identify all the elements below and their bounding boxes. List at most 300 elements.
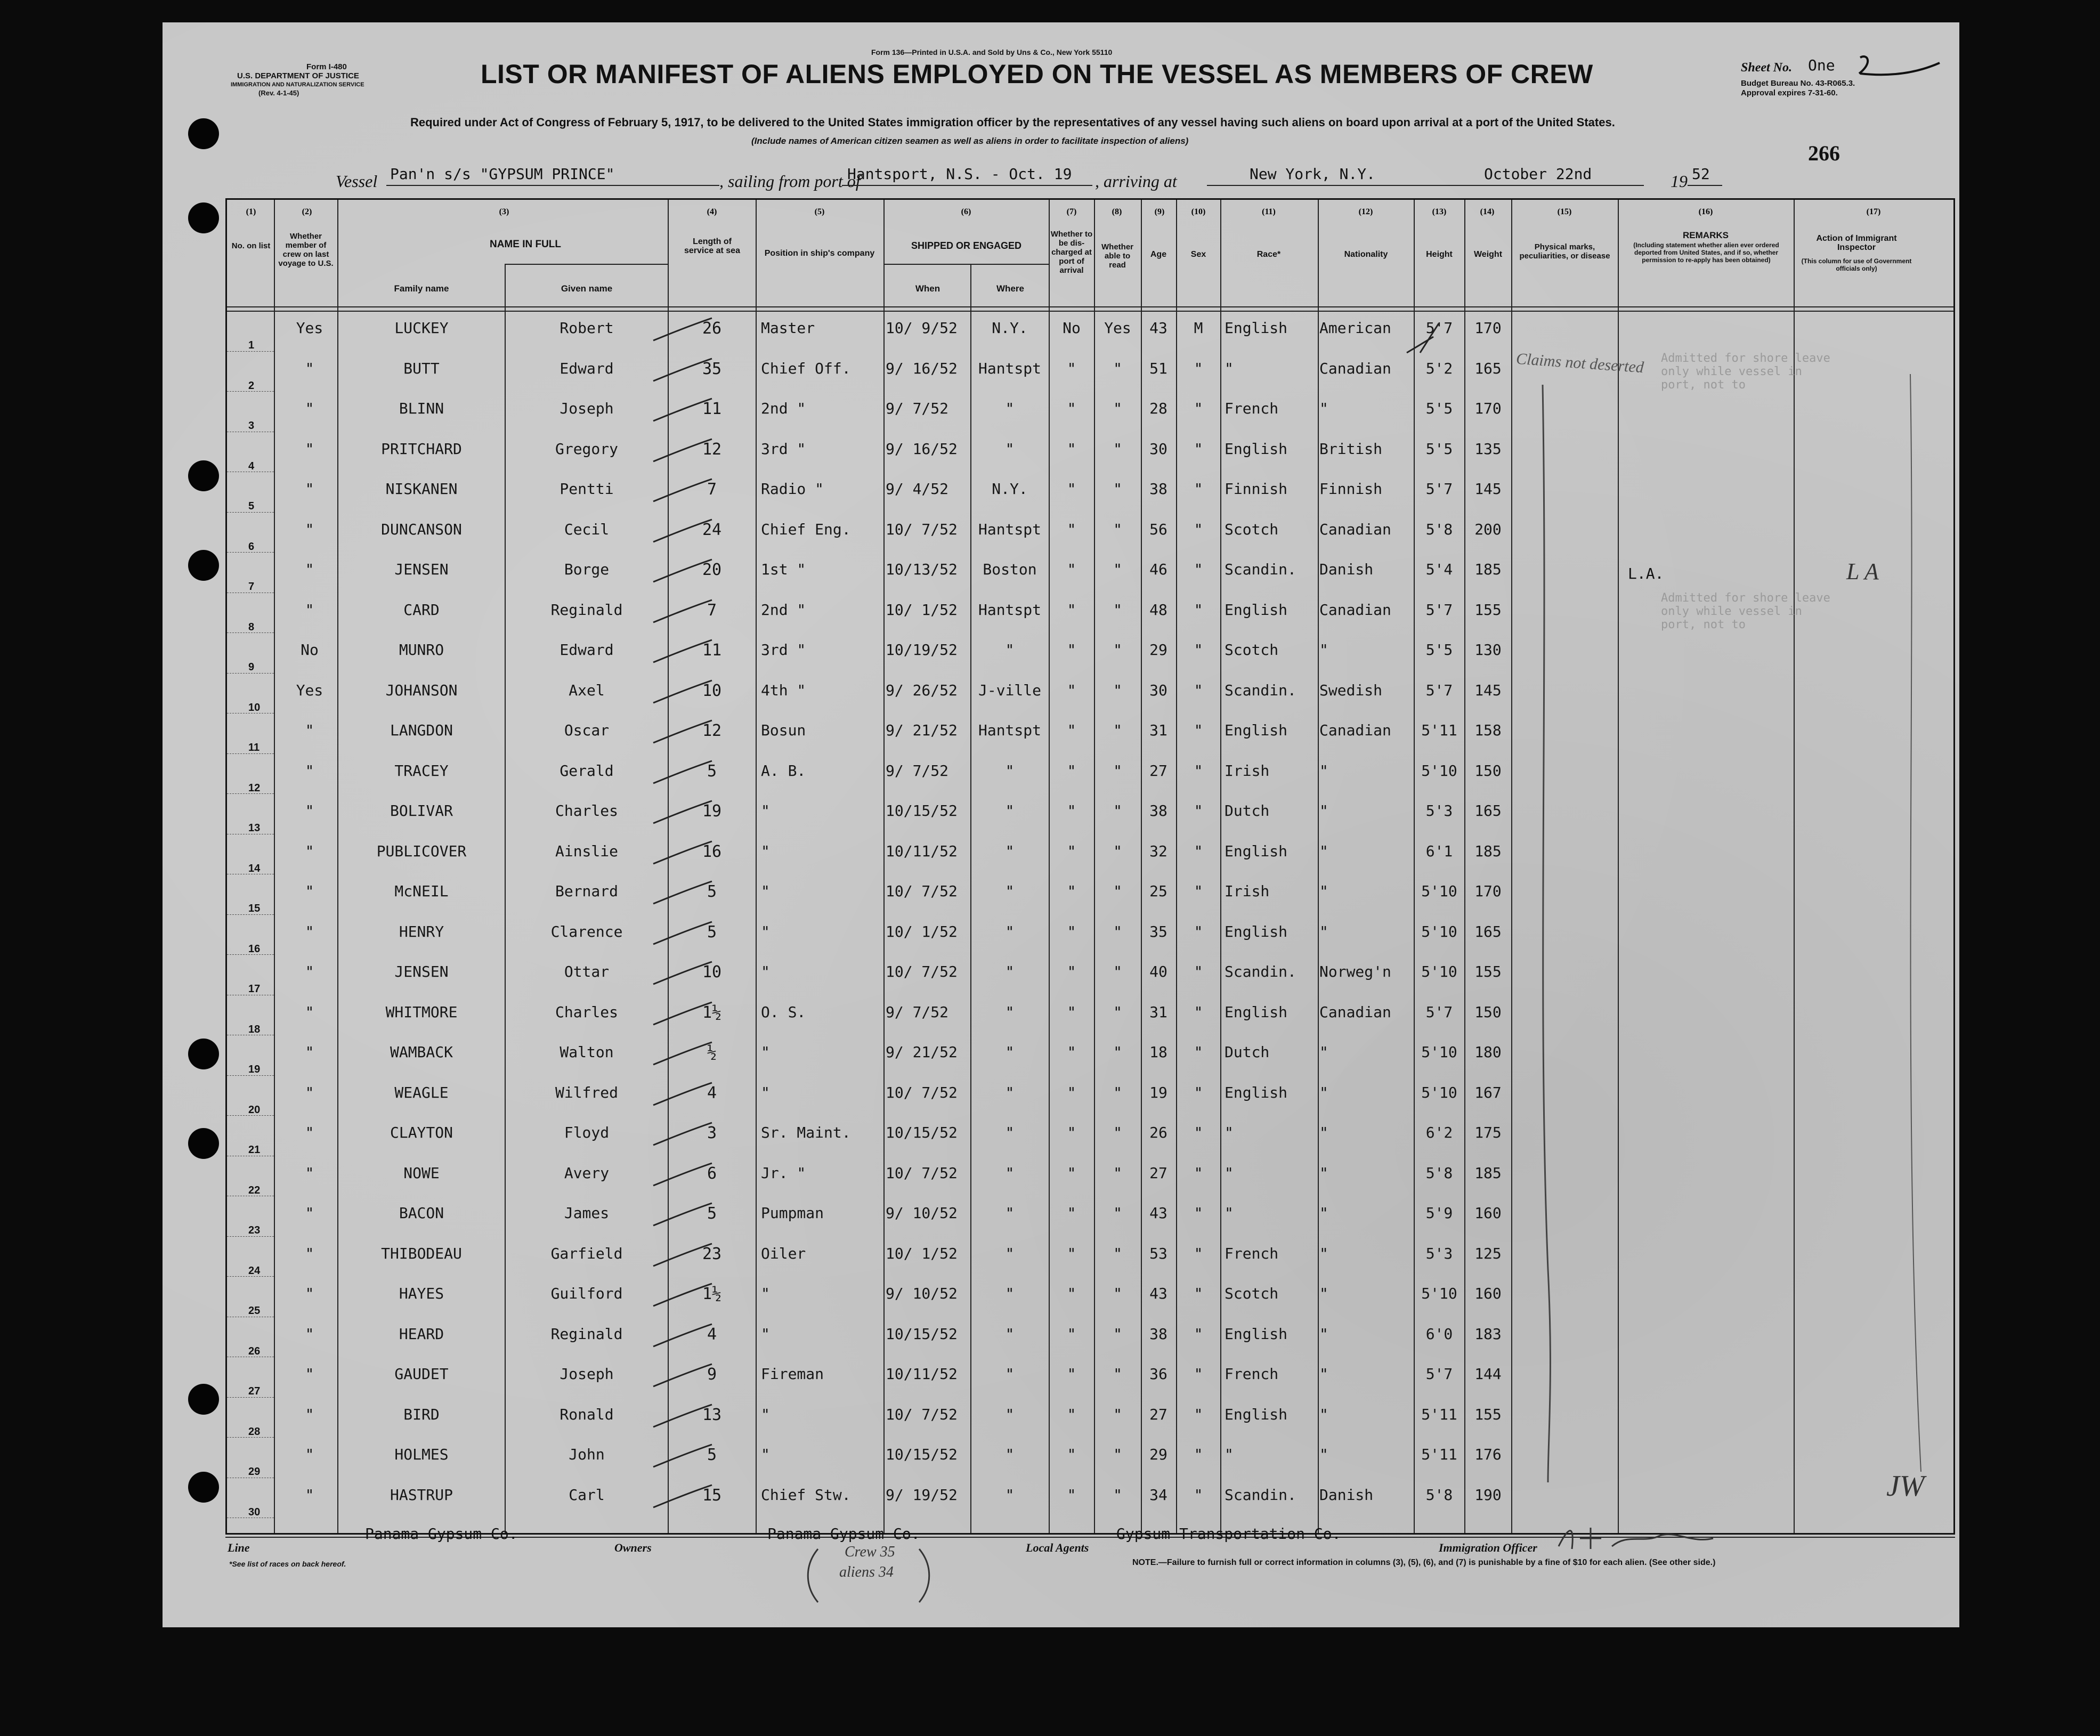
year-prefix: 19 [1671,172,1688,191]
cell-where: " [1005,1405,1015,1423]
cell-family: DUNCANSON [381,520,462,538]
cell-disch: " [1067,1083,1076,1101]
header-length-of-service: Length of service at sea [684,237,740,255]
remarks-la: L.A. [1628,565,1664,582]
cell-position: Chief Eng. [761,520,851,538]
cell-when: 10/ 7/52 [886,1405,958,1423]
cell-disch: No [1063,319,1081,337]
cell-disch: " [1067,1446,1076,1463]
cell-weight: 150 [1474,761,1502,780]
cell-given: John [569,1446,605,1463]
physical-marks-note: Claims not deserted [1515,350,1644,377]
cell-service: 13 [702,1405,722,1424]
cell-disch: " [1067,520,1076,538]
cell-weight: 183 [1474,1325,1502,1343]
cell-sex: M [1194,319,1203,337]
cell-service: 35 [702,359,722,378]
col-num: (16) [1698,207,1713,216]
cell-when: 9/ 21/52 [886,721,958,739]
department-line: U.S. DEPARTMENT OF JUSTICE [237,71,359,80]
cell-weight: 165 [1474,802,1502,820]
sheet-label: Sheet No. [1741,61,1792,75]
cell-nationality: " [1319,641,1328,659]
col-num: (5) [814,207,825,216]
cell-height: 6'2 [1425,1124,1453,1141]
cell-height: 5'5 [1425,400,1453,417]
cell-read: " [1113,1244,1122,1262]
cell-height: 5'10 [1421,1043,1457,1061]
cell-weight: 145 [1474,480,1502,498]
crew-note-line1: Crew 35 [845,1544,895,1560]
cell-given: Reginald [550,601,623,619]
col-num: (10) [1191,207,1206,216]
cell-position: " [761,1083,770,1101]
cell-where: Hantspt [978,359,1041,377]
cell-when: 9/ 26/52 [886,681,958,699]
cell-family: WEAGLE [394,1083,449,1101]
cell-when: 9/ 10/52 [886,1204,958,1222]
cell-read: " [1113,1204,1122,1222]
cell-family: WHITMORE [385,1003,458,1021]
cell-service: 24 [702,520,722,539]
cell-weight: 176 [1474,1446,1502,1463]
printer-line: Form 136—Printed in U.S.A. and Sold by Uns & Co., New York 55110 [871,48,1113,56]
col-num: (11) [1262,207,1276,216]
cell-position: Master [761,319,815,337]
row-number: 8 [248,621,255,633]
cell-where: " [1005,400,1015,417]
cell-age: 30 [1149,681,1167,699]
header-given-name: Given name [561,283,613,294]
cell-weight: 144 [1474,1365,1502,1383]
cell-age: 38 [1149,480,1167,498]
cell-height: 5'11 [1421,1446,1457,1463]
col-num: (2) [302,207,312,216]
cell-race: " [1225,1204,1234,1222]
cell-sex: " [1194,400,1203,417]
cell-nationality: Canadian [1319,520,1391,538]
cell-when: 9/ 19/52 [886,1486,958,1504]
cell-sex: " [1194,1003,1203,1021]
header-nationality: Nationality [1344,250,1388,259]
header-sex: Sex [1190,250,1206,259]
cell-height: 5'5 [1425,440,1453,458]
cell-height: 5'11 [1421,721,1457,739]
row-number: 7 [248,581,255,593]
cell-sex: " [1194,882,1203,900]
manifest-sheet [163,22,1959,1627]
cell-disch: " [1067,1405,1076,1423]
cell-service: 20 [702,561,722,579]
cell-disch: " [1067,922,1076,940]
cell-given: Joseph [560,400,614,417]
cell-sex: " [1194,1446,1203,1463]
cell-height: 5'10 [1421,963,1457,980]
cell-nationality: " [1319,922,1328,940]
cell-prev: Yes [296,319,323,337]
cell-when: 10/19/52 [886,641,958,659]
row-number: 1 [248,339,255,351]
cell-prev: " [305,761,314,780]
cell-when: 10/ 7/52 [886,882,958,900]
checkmarks-icon [163,22,1959,1627]
row-number: 23 [248,1224,261,1236]
cell-service: 7 [707,601,717,620]
cell-age: 26 [1149,1124,1167,1141]
cell-family: JOHANSON [385,681,458,699]
cell-sex: " [1194,922,1203,940]
cell-where: " [1005,1446,1015,1463]
cell-position: " [761,963,770,980]
cell-race: Scandin. [1225,561,1296,578]
cell-age: 25 [1149,882,1167,900]
row-number: 27 [248,1385,261,1397]
cell-sex: " [1194,721,1203,739]
cell-position: " [761,1405,770,1423]
cell-weight: 155 [1474,601,1502,619]
col-num: (9) [1154,207,1165,216]
cell-read: " [1113,681,1122,699]
cell-height: 5'10 [1421,1285,1457,1302]
row-number: 15 [248,903,261,914]
cell-prev: " [305,1325,314,1343]
cell-read: " [1113,1325,1122,1343]
cell-given: Cecil [564,520,610,538]
cell-prev: No [301,641,319,659]
cell-family: BLINN [399,400,444,417]
footer-line-label: Line [228,1541,250,1554]
form-number: Form I-480 [306,62,347,71]
cell-given: Ottar [564,963,610,980]
footer-note: NOTE.—Failure to furnish full or correct information in columns (3), (5), (6), and (7) is punishable by a fine of $10 for each alien. (See other side.) [1132,1558,1716,1567]
cell-race: Dutch [1225,802,1270,820]
cell-nationality: " [1319,400,1328,417]
cell-race: French [1225,1365,1279,1383]
cell-given: Ainslie [555,842,618,860]
col-num: (13) [1432,207,1447,216]
header-race: Race* [1256,250,1281,259]
cell-sex: " [1194,761,1203,780]
cell-nationality: " [1319,1124,1328,1141]
page-subtitle-note: (Include names of American citizen seamen as well as aliens in order to facilitate inspection of aliens) [751,136,1189,146]
cell-read: " [1113,1285,1122,1302]
header-remarks: REMARKS [1683,230,1729,240]
row-number: 10 [248,701,261,713]
cell-sex: " [1194,561,1203,578]
cell-sex: " [1194,1244,1203,1262]
cell-weight: 130 [1474,641,1502,659]
cell-given: Clarence [550,922,623,940]
cell-sex: " [1194,681,1203,699]
row-number: 21 [248,1144,261,1156]
cell-where: Boston [983,561,1037,578]
cell-family: JENSEN [394,963,449,980]
cell-given: Carl [569,1486,605,1504]
col-num: (15) [1557,207,1572,216]
cell-height: 5'4 [1425,561,1453,578]
cell-where: " [1005,963,1015,980]
row-number: 3 [248,420,255,432]
cell-given: Gregory [555,440,618,458]
cell-disch: " [1067,963,1076,980]
cell-height: 5'10 [1421,882,1457,900]
row-number: 19 [248,1064,261,1075]
cell-read: " [1113,1083,1122,1101]
row-number: 17 [248,983,261,995]
sailing-value: Hantsport, N.S. - Oct. 19 [847,165,1072,183]
cell-given: Gerald [560,761,614,780]
row-number: 28 [248,1425,261,1438]
cell-race: English [1225,319,1288,337]
col-num: (4) [707,207,717,216]
cell-read: " [1113,641,1122,659]
cell-where: " [1005,1244,1015,1262]
cell-service: 1½ [702,1285,722,1303]
cell-age: 27 [1149,1405,1167,1423]
cell-race: " [1225,1446,1234,1463]
header-position: Position in ship's company [764,249,875,258]
cell-read: " [1113,1486,1122,1504]
cell-height: 5'7 [1425,319,1453,337]
cell-given: Joseph [560,1365,614,1383]
cell-weight: 160 [1474,1285,1502,1302]
cell-sex: " [1194,1365,1203,1383]
cell-family: PRITCHARD [381,440,462,458]
cell-when: 10/ 1/52 [886,922,958,940]
cell-family: NISKANEN [385,480,458,498]
cell-weight: 145 [1474,681,1502,699]
cell-weight: 200 [1474,520,1502,538]
cell-position: " [761,1043,770,1061]
col-num: (12) [1358,207,1373,216]
cell-given: Guilford [550,1285,623,1302]
cell-weight: 170 [1474,400,1502,417]
cell-disch: " [1067,1285,1076,1302]
cell-position: Chief Off. [761,359,851,377]
cell-given: Floyd [564,1124,610,1141]
cell-race: English [1225,922,1288,940]
cell-service: 5 [707,1446,717,1464]
cell-age: 46 [1149,561,1167,578]
cell-position: O. S. [761,1003,806,1021]
cell-position: " [761,802,770,820]
cell-disch: " [1067,1204,1076,1222]
cell-position: " [761,922,770,940]
cell-read: " [1113,802,1122,820]
cell-disch: " [1067,440,1076,458]
footer-officer-label: Immigration Officer [1439,1541,1537,1554]
cell-read: " [1113,1003,1122,1021]
cell-race: Scotch [1225,520,1279,538]
cell-nationality: " [1319,761,1328,780]
cell-disch: " [1067,1365,1076,1383]
arriving-value: New York, N.Y. [1250,165,1376,183]
cell-disch: " [1067,721,1076,739]
cell-age: 36 [1149,1365,1167,1383]
cell-weight: 185 [1474,1164,1502,1182]
page-title: LIST OR MANIFEST OF ALIENS EMPLOYED ON THE VESSEL AS MEMBERS OF CREW [481,59,1593,89]
cell-when: 10/ 7/52 [886,520,958,538]
row-number: 29 [248,1466,261,1478]
cell-race: " [1225,1124,1234,1141]
cell-service: 5 [707,1204,717,1223]
cell-prev: " [305,1204,314,1222]
cell-disch: " [1067,802,1076,820]
cell-age: 18 [1149,1043,1167,1061]
cell-prev: " [305,520,314,538]
cell-read: " [1113,480,1122,498]
cell-nationality: " [1319,1325,1328,1343]
cell-position: " [761,842,770,860]
cell-sex: " [1194,440,1203,458]
row-number: 22 [248,1184,261,1196]
cell-race: Scandin. [1225,963,1296,980]
cell-age: 51 [1149,359,1167,377]
header-able-to-read: Whether able to read [1101,242,1133,270]
cell-height: 5'10 [1421,1083,1457,1101]
cell-where: Hantspt [978,601,1041,619]
cell-nationality: " [1319,1244,1328,1262]
cell-position: Fireman [761,1365,824,1383]
cell-service: 6 [707,1164,717,1183]
cell-read: " [1113,761,1122,780]
cell-family: BACON [399,1204,444,1222]
vessel-value: Pan'n s/s "GYPSUM PRINCE" [390,165,615,183]
cell-race: Scandin. [1225,1486,1296,1504]
sheet-number: One [1808,56,1835,74]
cell-read: " [1113,963,1122,980]
cell-position: " [761,882,770,900]
cell-service: 23 [702,1244,722,1263]
cell-sex: " [1194,802,1203,820]
cell-given: Edward [560,359,614,377]
cell-when: 10/ 7/52 [886,1164,958,1182]
cell-height: 5'9 [1425,1204,1453,1222]
cell-given: Bernard [555,882,618,900]
cell-race: Scotch [1225,641,1279,659]
cell-age: 53 [1149,1244,1167,1262]
header-shipped-engaged: SHIPPED OR ENGAGED [911,240,1022,251]
cell-race: French [1225,1244,1279,1262]
cell-disch: " [1067,400,1076,417]
cell-given: Pentti [560,480,614,498]
cell-where: " [1005,1083,1015,1101]
vessel-label: Vessel [336,172,378,191]
cell-disch: " [1067,1244,1076,1262]
cell-age: 43 [1149,1204,1167,1222]
cell-race: English [1225,601,1288,619]
cell-age: 27 [1149,761,1167,780]
cell-family: WAMBACK [390,1043,453,1061]
cell-when: 10/ 7/52 [886,1083,958,1101]
cell-family: BOLIVAR [390,802,453,820]
cell-when: 10/11/52 [886,1365,958,1383]
cell-race: Scandin. [1225,681,1296,699]
cell-nationality: " [1319,1285,1328,1302]
cell-where: " [1005,641,1015,659]
col-num: (6) [961,207,971,216]
cell-age: 27 [1149,1164,1167,1182]
cell-nationality: " [1319,1405,1328,1423]
cell-given: James [564,1204,610,1222]
cell-age: 35 [1149,922,1167,940]
cell-service: 11 [702,400,722,418]
cell-weight: 165 [1474,359,1502,377]
cell-disch: " [1067,1043,1076,1061]
cell-nationality: Danish [1319,561,1374,578]
cell-disch: " [1067,1486,1076,1504]
row-number: 25 [248,1305,261,1317]
header-inspector-note: (This column for use of Government officials only) [1801,257,1912,272]
inspector-la-mark: L A [1846,558,1879,585]
footer-agents-label: Local Agents [1026,1541,1089,1554]
cell-nationality: Canadian [1319,601,1391,619]
cell-when: 9/ 16/52 [886,359,958,377]
footer-owners-label: Owners [614,1541,652,1554]
cell-family: HAYES [399,1285,444,1302]
cell-given: Oscar [564,721,610,739]
cell-nationality: " [1319,1365,1328,1383]
cell-when: 9/ 7/52 [886,1003,949,1021]
cell-race: English [1225,1325,1288,1343]
cell-given: Charles [555,802,618,820]
cell-prev: " [305,1164,314,1182]
cell-nationality: Norweg'n [1319,963,1391,980]
cell-weight: 158 [1474,721,1502,739]
row-number: 16 [248,943,261,955]
cell-when: 10/15/52 [886,802,958,820]
cell-position: Radio " [761,480,824,498]
header-age: Age [1150,250,1167,259]
cell-where: Hantspt [978,721,1041,739]
cell-sex: " [1194,480,1203,498]
cell-where: " [1005,440,1015,458]
cell-age: 38 [1149,802,1167,820]
cell-weight: 165 [1474,922,1502,940]
row-number: 12 [248,782,261,794]
cell-race: " [1225,359,1234,377]
header-where: Where [996,283,1024,294]
header-physical-marks: Physical marks, peculiarities, or disease [1519,242,1610,261]
cell-where: Hantspt [978,520,1041,538]
cell-position: 3rd " [761,440,806,458]
cell-age: 34 [1149,1486,1167,1504]
cell-given: Edward [560,641,614,659]
cell-prev: " [305,561,314,578]
cell-family: THIBODEAU [381,1244,462,1262]
cell-read: " [1113,882,1122,900]
cell-disch: " [1067,359,1076,377]
cell-height: 5'10 [1421,761,1457,780]
cell-disch: " [1067,882,1076,900]
cell-position: 2nd " [761,400,806,417]
cell-read: " [1113,1365,1122,1383]
header-remarks-note: (Including statement whether alien ever ordered deported from United States, and if so, whether permission to re-apply has been obtained) [1633,241,1779,264]
cell-when: 9/ 4/52 [886,480,949,498]
cell-service: 1½ [702,1003,722,1022]
cell-disch: " [1067,601,1076,619]
cell-prev: " [305,922,314,940]
cell-disch: " [1067,1124,1076,1141]
cell-service: ½ [707,1043,717,1062]
row-number: 24 [248,1264,261,1277]
header-previous-voyage: Whether member of crew on last voyage to U.S. [278,232,334,268]
cell-when: 10/11/52 [886,842,958,860]
header-no-on-list: No. on list [231,241,271,250]
cell-when: 9/ 21/52 [886,1043,958,1061]
row-number: 14 [248,862,261,874]
cell-service: 12 [702,440,722,459]
